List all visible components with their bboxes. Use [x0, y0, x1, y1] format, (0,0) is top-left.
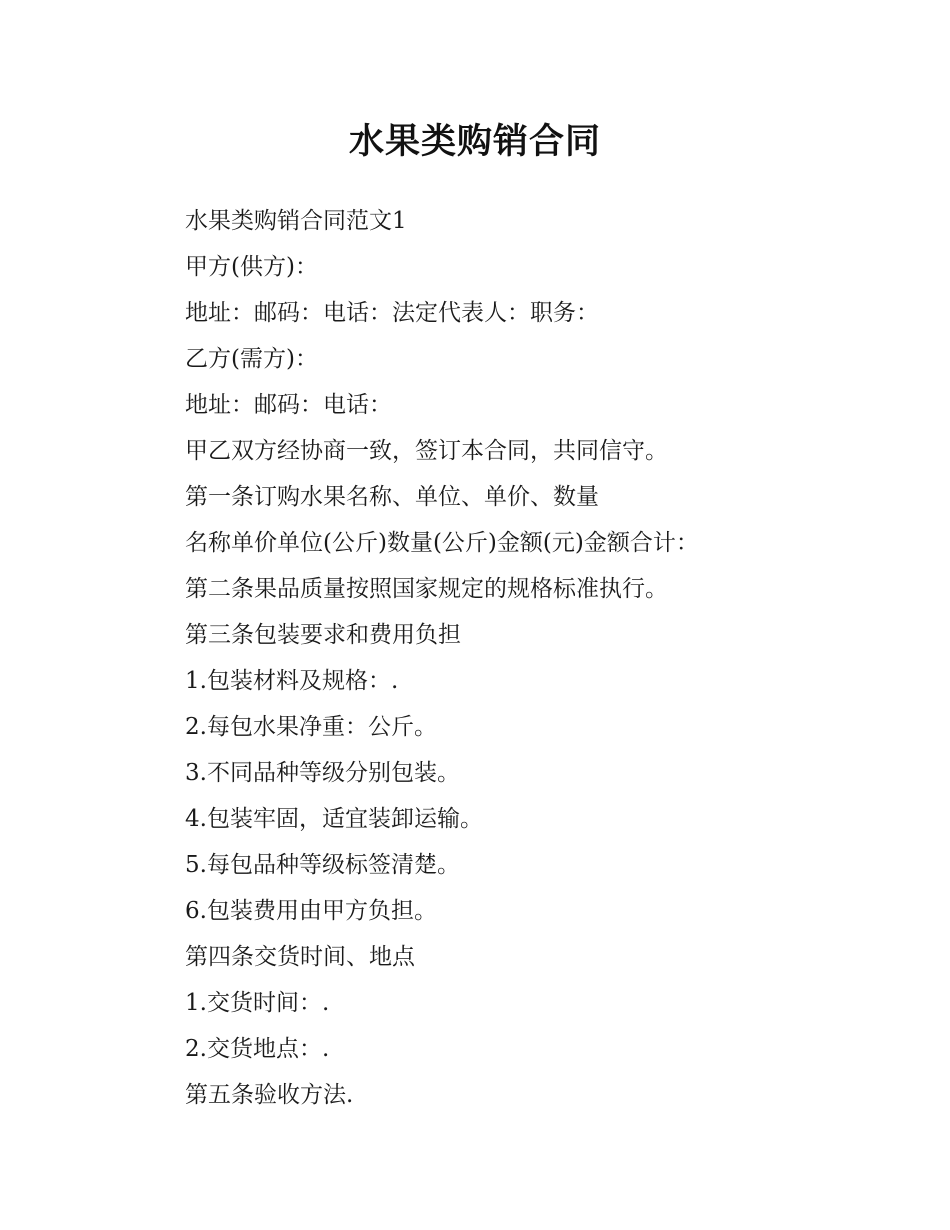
document-line-article-2: 第二条果品质量按照国家规定的规格标准执行。	[185, 576, 668, 602]
document-line-article-1: 第一条订购水果名称、单位、单价、数量	[185, 484, 599, 510]
document-line-party-a: 甲方(供方)：	[185, 254, 318, 280]
document-line-subtitle: 水果类购销合同范文1	[185, 208, 407, 234]
document-line-article-3-item-3: 3.不同品种等级分别包装。	[185, 760, 460, 786]
document-line-article-4-item-1: 1.交货时间：.	[185, 990, 330, 1016]
document-line-article-3: 第三条包装要求和费用负担	[185, 622, 461, 648]
document-title: 水果类购销合同	[348, 122, 601, 162]
document-line-party-a-details: 地址：邮码：电话：法定代表人：职务：	[185, 300, 599, 326]
document-line-party-b-details: 地址：邮码：电话：	[185, 392, 392, 418]
document-line-article-4-item-2: 2.交货地点：.	[185, 1036, 330, 1062]
document-line-article-3-item-2: 2.每包水果净重：公斤。	[185, 714, 437, 740]
document-body	[185, 198, 885, 1118]
document-line-article-3-item-4: 4.包装牢固，适宜装卸运输。	[185, 806, 483, 832]
document-line-article-3-item-5: 5.每包品种等级标签清楚。	[185, 852, 460, 878]
document-line-agreement: 甲乙双方经协商一致，签订本合同，共同信守。	[185, 438, 668, 464]
document-line-article-5: 第五条验收方法.	[185, 1082, 354, 1108]
document-line-article-1-fields: 名称单价单位(公斤)数量(公斤)金额(元)金额合计：	[185, 530, 699, 556]
document-line-party-b: 乙方(需方)：	[185, 346, 318, 372]
document-line-article-4: 第四条交货时间、地点	[185, 944, 415, 970]
document-line-article-3-item-1: 1.包装材料及规格：.	[185, 668, 399, 694]
document-line-article-3-item-6: 6.包装费用由甲方负担。	[185, 898, 437, 924]
